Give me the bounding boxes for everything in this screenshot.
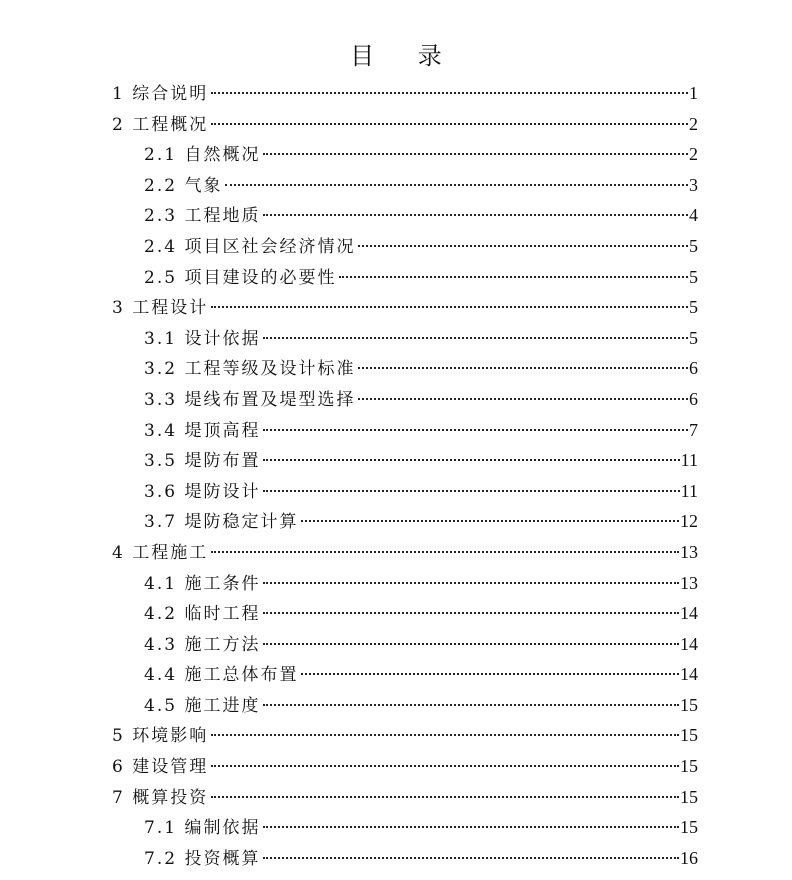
toc-entry-page-number: 5	[689, 297, 698, 318]
toc-entry-page-number: 5	[689, 266, 698, 287]
dot-leader	[263, 337, 688, 339]
dot-leader	[211, 765, 679, 767]
toc-entry[interactable]	[112, 720, 698, 751]
toc-entry[interactable]	[112, 629, 698, 660]
toc-entry[interactable]	[112, 782, 698, 813]
dot-leader	[263, 612, 679, 614]
dot-leader	[263, 459, 679, 461]
toc-entry-label: 3.7 堤防稳定计算	[144, 512, 299, 533]
dot-leader	[263, 643, 679, 645]
dot-leader	[211, 306, 688, 308]
toc-entry-label: 4.5 施工进度	[144, 695, 261, 716]
toc-entry-label: 3.1 设计依据	[144, 328, 261, 349]
toc-entry-page-number: 15	[680, 756, 698, 777]
toc-entry[interactable]	[112, 200, 698, 231]
toc-entry-page-number: 11	[680, 450, 698, 471]
toc-entry-page-number: 3	[689, 174, 698, 195]
toc-entry[interactable]	[112, 445, 698, 476]
toc-entry-label: 2.4 项目区社会经济情况	[144, 236, 356, 257]
toc-entry[interactable]	[112, 415, 698, 446]
toc-entry-label: 3.5 堤防布置	[144, 451, 261, 472]
dot-leader	[263, 429, 688, 431]
toc-entry-page-number: 13	[680, 541, 698, 562]
toc-entry[interactable]	[112, 812, 698, 843]
toc-entry[interactable]	[112, 598, 698, 629]
toc-entry[interactable]	[112, 476, 698, 507]
dot-leader	[358, 367, 688, 369]
dot-leader	[263, 826, 679, 828]
toc-entry-label: 2.1 自然概况	[144, 145, 261, 166]
toc-entry[interactable]	[112, 568, 698, 599]
dot-leader	[301, 520, 679, 522]
toc-entry[interactable]	[112, 690, 698, 721]
toc-title: 目 录	[350, 42, 460, 70]
toc-entry-page-number: 5	[689, 235, 698, 256]
toc-entry[interactable]	[112, 353, 698, 384]
toc-entry[interactable]	[112, 109, 698, 140]
toc-entry-label: 2 工程概况	[112, 114, 209, 135]
dot-leader	[263, 857, 679, 859]
toc-entry[interactable]	[112, 537, 698, 568]
dot-leader	[358, 245, 688, 247]
toc-entry[interactable]	[112, 78, 698, 109]
toc-entry[interactable]	[112, 506, 698, 537]
toc-entry-page-number: 14	[680, 664, 698, 685]
toc-entry-page-number: 13	[680, 572, 698, 593]
toc-entry-page-number: 15	[680, 694, 698, 715]
dot-leader	[211, 796, 679, 798]
dot-leader	[211, 92, 688, 94]
toc-entry-label: 3.6 堤防设计	[144, 481, 261, 502]
toc-entry-page-number: 1	[689, 83, 698, 103]
toc-entry-page-number: 2	[689, 144, 698, 165]
toc-entry-page-number: 14	[680, 633, 698, 654]
toc-entry-label: 1 综合说明	[112, 84, 209, 104]
toc-entry-label: 4 工程施工	[112, 542, 209, 563]
toc-entry-label: 3.4 堤顶高程	[144, 420, 261, 441]
toc-entry[interactable]	[112, 262, 698, 293]
toc-entry-page-number: 5	[689, 327, 698, 348]
toc-entry-page-number: 14	[680, 603, 698, 624]
toc-entry-label: 4.4 施工总体布置	[144, 665, 299, 686]
toc-entry[interactable]	[112, 139, 698, 170]
toc-entry[interactable]	[112, 659, 698, 690]
dot-leader	[358, 398, 688, 400]
toc-entry[interactable]	[112, 384, 698, 415]
toc-entry-label: 3 工程设计	[112, 298, 209, 319]
toc-entry-label: 3.3 堤线布置及堤型选择	[144, 389, 356, 410]
toc-entry-page-number: 4	[689, 205, 698, 226]
toc-entry-label: 4.3 施工方法	[144, 634, 261, 655]
dot-leader	[263, 704, 679, 706]
toc-entry[interactable]	[112, 751, 698, 782]
toc-entry-page-number: 6	[689, 358, 698, 379]
dot-leader	[211, 734, 679, 736]
toc-entry-label: 2.5 项目建设的必要性	[144, 267, 337, 288]
toc-entry-label: 7.2 投资概算	[144, 848, 261, 869]
dot-leader	[339, 276, 688, 278]
toc-entry-label: 2.3 工程地质	[144, 206, 261, 227]
toc-entry-label: 6 建设管理	[112, 757, 209, 778]
dot-leader	[263, 153, 688, 155]
toc-entry-label: 5 环境影响	[112, 726, 209, 747]
toc-entry-label: 7 概算投资	[112, 787, 209, 808]
dot-leader	[263, 214, 688, 216]
dot-leader	[301, 673, 679, 675]
dot-leader	[211, 551, 679, 553]
toc-entry-label: 4.1 施工条件	[144, 573, 261, 594]
dot-leader	[263, 582, 679, 584]
toc-entry-label: 3.2 工程等级及设计标准	[144, 359, 356, 380]
toc-entry-page-number: 16	[680, 847, 698, 868]
toc-list	[112, 78, 698, 873]
toc-entry-label: 2.2 气象	[144, 175, 223, 196]
toc-entry-page-number: 2	[689, 113, 698, 134]
toc-entry-page-number: 15	[680, 725, 698, 746]
toc-entry-page-number: 6	[689, 388, 698, 409]
toc-entry[interactable]	[112, 231, 698, 262]
toc-entry-page-number: 12	[680, 511, 698, 532]
toc-entry[interactable]	[112, 323, 698, 354]
toc-entry-label: 4.2 临时工程	[144, 604, 261, 625]
toc-entry-page-number: 11	[680, 480, 698, 501]
dot-leader	[263, 490, 679, 492]
toc-entry[interactable]	[112, 843, 698, 874]
toc-entry-page-number: 7	[689, 419, 698, 440]
toc-entry-page-number: 15	[680, 817, 698, 838]
dot-leader	[211, 123, 688, 125]
toc-entry-page-number: 15	[680, 786, 698, 807]
toc-entry[interactable]	[112, 170, 698, 201]
dot-leader	[225, 184, 688, 186]
toc-entry-label: 7.1 编制依据	[144, 818, 261, 839]
toc-entry[interactable]	[112, 292, 698, 323]
